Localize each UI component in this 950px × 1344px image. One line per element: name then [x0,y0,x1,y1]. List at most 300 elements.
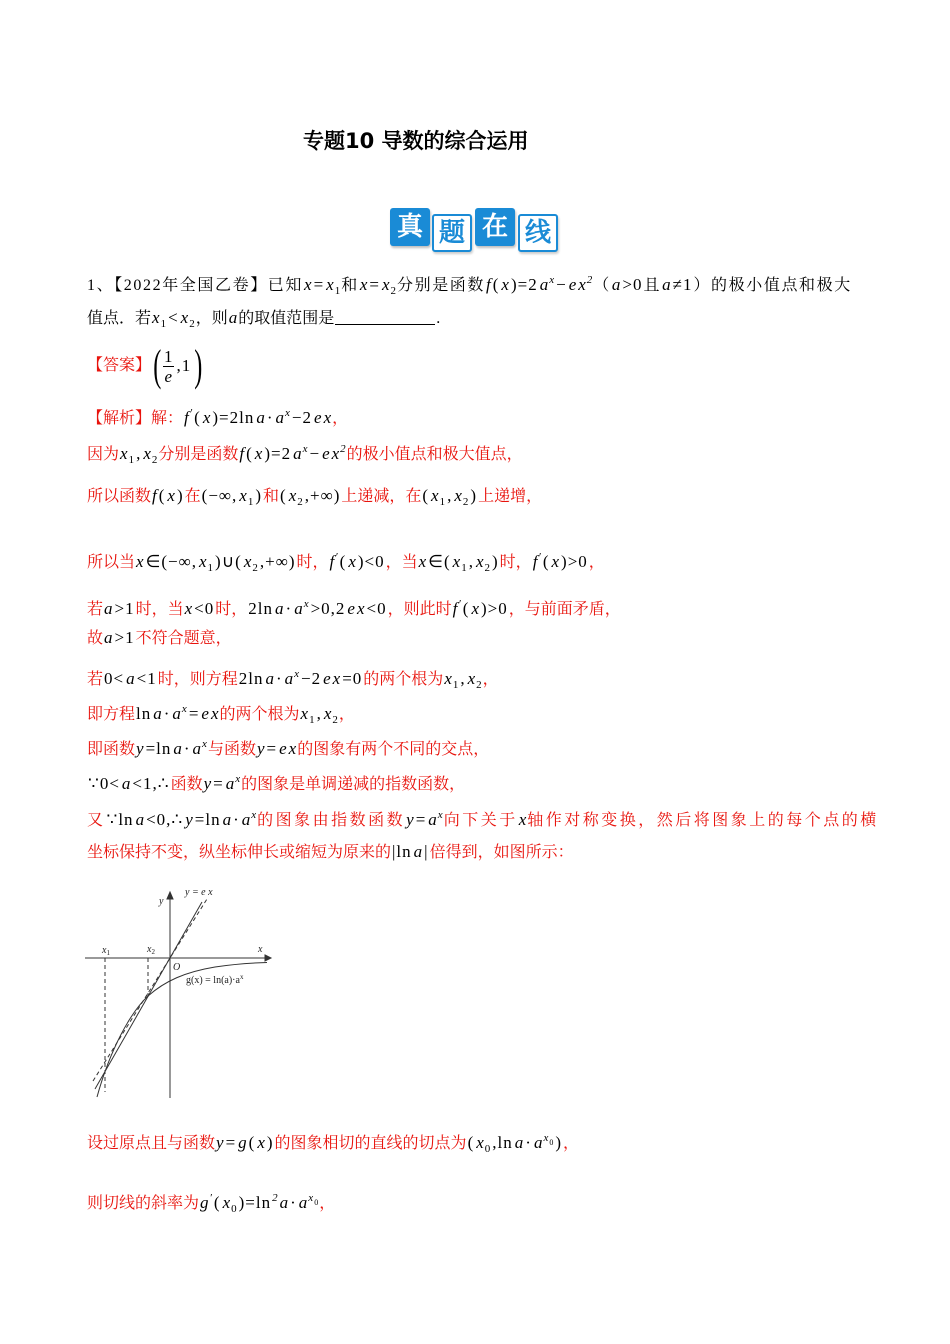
math-variable: x [356,599,365,618]
math-variable: x [257,1133,265,1152]
math-variable: a [121,774,131,793]
math-symbol: )>0 [480,599,508,618]
math-variable: x [254,444,263,463]
math-variable: x [332,669,341,688]
math-variable: x [180,308,189,327]
math-subscript: 0 [231,1203,237,1215]
function-graph-figure [85,885,275,1100]
math-symbol: ( [339,552,347,571]
math-variable: e [323,669,331,688]
math-variable: a [533,1133,543,1152]
math-variable: a [126,669,135,688]
math-variable: a [225,774,235,793]
math-subscript: 1 [439,496,446,508]
solution-line-4 [87,545,605,574]
x-axis-arrow-icon [265,955,271,961]
x2-label: x [147,944,152,955]
math-symbol: ) [470,486,478,505]
math-variable: x [551,552,560,571]
math-variable: x [331,444,340,463]
math-symbol: >1 [114,599,135,618]
math-subscript: 1 [309,714,315,726]
problem-line-1 [87,268,852,297]
math-subscript: 1 [461,562,467,574]
math-symbol: ln [136,704,152,723]
math-subscript: 2 [476,679,482,691]
x-axis-label: x [258,944,263,955]
math-symbol: · [233,810,240,829]
math-variable: a [662,275,671,294]
math-variable: g [200,1193,209,1212]
badge-tile-4: 线 [518,214,558,252]
math-subscript: 1 [334,285,341,297]
text-run: . [436,310,441,327]
x2-subscript: 2 [151,948,155,956]
solution-line-9 [87,732,489,756]
math-variable: x [431,486,439,505]
math-variable: a [135,810,145,829]
math-symbol: ∈(−∞, [145,552,197,571]
text-run: 且 [643,277,662,294]
math-variable: x [359,275,368,294]
math-superscript: x [251,809,257,821]
math-superscript: x [235,773,241,785]
badge-tile-2: 题 [432,214,472,252]
math-symbol: <1,∴ [132,774,170,793]
math-variable: a [256,408,265,427]
math-variable: x [381,275,390,294]
text-run: 值点．若 [87,310,152,327]
math-variable: a [514,1133,524,1152]
math-variable: y [185,810,193,829]
math-symbol: )<0 [357,552,385,571]
math-subscript: 2 [462,496,469,508]
math-variable: f [532,552,538,571]
math-variable: x [444,669,452,688]
math-variable: e [322,444,330,463]
math-symbol: )=2ln [212,408,255,427]
math-symbol: ( [492,275,500,294]
math-symbol: >0,2 [310,599,346,618]
x2-tick-label [146,944,155,956]
math-variable: x [467,669,476,688]
solution-line-13 [87,1126,580,1155]
math-symbol: )>0 [561,552,588,571]
math-subscript: 0 [484,1143,491,1155]
math-variable: a [275,408,285,427]
text-run: ， [319,1195,336,1212]
math-variable: a [428,810,437,829]
math-variable: g [238,1133,247,1152]
math-variable: y [406,810,414,829]
math-symbol: =ln [194,810,221,829]
math-variable: x [323,408,332,427]
text-run: 所以当 [87,554,136,571]
math-symbol: ∵ln [106,810,134,829]
math-subscript: 1 [128,454,135,466]
math-variable: x [476,1133,484,1152]
text-run: 时， [215,601,248,618]
math-superscript-subscript: 0 [314,1198,319,1207]
math-symbol: >1 [114,628,135,647]
math-symbol: ) [266,1133,274,1152]
problem-line-2 [87,306,440,330]
math-symbol: , [447,486,453,505]
tangent-dashed-line [93,899,207,1081]
answer-right-paren: ) [194,341,203,390]
math-symbol: − [309,444,321,463]
solution-line-1 [87,401,348,425]
math-variable: f [329,552,335,571]
math-subscript: 1 [452,679,459,691]
math-subscript: 2 [151,454,158,466]
text-run: 即方程 [87,706,136,723]
text-run: ，当 [385,554,418,571]
text-run: 的图象是单调递减的指数函数， [241,776,466,793]
fraction-denominator: e [164,366,173,386]
math-symbol: ( [158,486,166,505]
math-variable: x [239,486,247,505]
math-variable: e [347,599,355,618]
math-variable: a [298,1193,308,1212]
math-symbol: ( [467,1133,475,1152]
text-run: ， [563,1135,580,1152]
math-symbol: · [290,1193,297,1212]
math-superscript: x [181,703,187,715]
math-variable: a [284,669,294,688]
math-variable: f [486,275,491,294]
text-run: 的图象由指数函数 [257,812,406,829]
problem-line-2-end [436,310,440,327]
solution-line-12 [87,840,574,864]
math-superscript: x [437,809,443,821]
math-symbol: , [316,704,322,723]
solution-line-11 [87,803,879,827]
text-run: 若 [87,671,104,688]
math-superscript: x [294,668,300,680]
math-symbol: ∈( [428,552,451,571]
math-variable: x [501,275,509,294]
math-variable: x [304,275,312,294]
math-variable: x [288,486,297,505]
text-run: ， [332,410,349,427]
text-run: 所以函数 [87,488,152,505]
text-run: 故 [87,630,104,647]
math-symbol: · [275,669,283,688]
solution-line-10 [87,767,465,791]
math-variable: x [475,552,484,571]
math-symbol: =ln [145,739,172,758]
badge-tile-1: 真 [390,208,430,246]
page-title: 专题10 导数的综合运用 [303,129,529,153]
text-run: 的两个根为 [363,671,444,688]
math-variable: x [454,486,462,505]
math-symbol: ( [462,599,470,618]
math-superscript: 2 [586,274,593,286]
math-subscript: 2 [297,496,303,508]
math-variable: a [294,599,303,618]
problem-line-2-start [87,308,335,330]
math-symbol: )=ln [238,1193,272,1212]
answer-left-paren: ( [153,341,162,390]
math-variable: a [104,628,113,647]
math-symbol: >0 [622,275,643,294]
math-variable: y [256,739,265,758]
math-symbol: ∵0< [88,774,120,793]
math-symbol: ,+∞) [259,552,296,571]
text-run: ，则 [195,310,228,327]
text-run: ，与前面矛盾， [508,601,621,618]
text-run: 与函数 [207,741,256,758]
math-variable: e [279,739,287,758]
math-symbol: = [313,275,325,294]
text-run: 时， [499,554,532,571]
math-variable: a [192,739,202,758]
math-subscript: 1 [247,496,254,508]
line-label: y = e x [185,887,213,898]
math-symbol: = [415,810,427,829]
math-variable: y [136,739,144,758]
math-superscript: x [549,274,555,286]
text-run: 的图象相切的直线的切点为 [274,1135,467,1152]
math-symbol: 2ln [248,599,274,618]
math-variable: x [452,552,461,571]
math-symbol: <0 [194,599,215,618]
math-symbol: · [525,1133,532,1152]
math-symbol: ) [176,486,184,505]
text-run: 不符合题意， [135,630,232,647]
math-variable: y [216,1133,224,1152]
math-symbol: <0,∴ [146,810,184,829]
answer-upper-bound: ,1 [176,356,192,375]
fraction-numerator: 1 [164,346,173,366]
math-variable: a [265,669,274,688]
math-symbol: − [556,275,567,294]
math-superscript: ′ [209,1192,212,1204]
math-variable: a [279,1193,289,1212]
text-run: ， [338,706,355,723]
math-symbol: ( [248,1133,256,1152]
math-variable: x [199,552,207,571]
solution-line-14 [87,1186,336,1215]
math-variable: f [152,486,157,505]
math-superscript: x [285,407,290,419]
math-variable: x [143,444,151,463]
text-run: ）的极小值点和极大 [693,277,852,294]
math-superscript: ′ [189,407,193,419]
math-superscript: x [302,443,308,455]
solution-line-2 [87,437,523,466]
math-variable: x [243,552,252,571]
text-run: （ [593,277,611,294]
badge-tile-3: 在 [475,208,515,246]
solution-line-8 [87,697,355,726]
math-subscript: 1 [160,318,167,330]
text-run: 即函数 [87,741,136,758]
math-subscript: 1 [207,562,214,574]
math-symbol: · [183,739,191,758]
math-symbol: ( [422,486,430,505]
math-variable: e [568,275,577,294]
math-variable: a [539,275,549,294]
math-symbol: ,+∞) [304,486,341,505]
answer-blank [335,311,435,325]
math-symbol: |ln [392,842,412,861]
math-variable: a [413,842,423,861]
math-subscript: 2 [332,714,338,726]
math-variable: a [228,308,238,327]
math-subscript: 2 [252,562,258,574]
text-run: 时，则方程 [157,671,238,688]
math-variable: e [314,408,322,427]
math-symbol: , [136,444,142,463]
text-run: 分别是函数 [158,446,239,463]
text-run: 的两个根为 [219,706,300,723]
math-variable: a [611,275,621,294]
math-variable: x [348,552,356,571]
math-variable: x [202,408,211,427]
math-variable: x [323,704,332,723]
text-run: 1、【2022年全国乙卷】已知 [87,277,304,294]
math-variable: x [184,599,193,618]
math-symbol: ( [213,1193,221,1212]
math-symbol: ) [255,486,262,505]
y-axis-label: y [159,896,164,907]
math-superscript: x [308,1192,314,1204]
math-variable: f [239,444,245,463]
math-symbol: ( [246,444,253,463]
curve-label-exponent: x [239,973,244,981]
math-symbol: −2 [301,669,322,688]
math-variable: x [222,1193,231,1212]
math-subscript: 2 [484,562,490,574]
math-variable: a [173,739,182,758]
math-superscript: ′ [335,551,338,563]
math-variable: x [518,810,527,829]
math-symbol: <0 [366,599,387,618]
math-symbol: 2ln [238,669,264,688]
math-symbol: ,ln [492,1133,513,1152]
math-variable: a [275,599,284,618]
math-symbol: 0< [104,669,125,688]
math-superscript: x [543,1132,549,1144]
text-run: 则切线的斜率为 [87,1195,200,1212]
math-variable: y [203,774,212,793]
text-run: 轴作对称变换，然后将图象上的每个点的横 [527,812,879,829]
math-variable: x [288,739,297,758]
math-symbol: (−∞, [201,486,238,505]
math-superscript: ′ [458,598,461,610]
text-run: ， [482,671,499,688]
answer-label: 【答案】 [87,357,152,374]
math-superscript: 2 [340,443,346,455]
math-symbol: =0 [342,669,363,688]
math-superscript: x [303,598,309,610]
curve-label-main: g(x) = ln(a)·a [186,975,240,986]
math-variable: x [418,552,427,571]
math-variable: a [104,599,113,618]
math-symbol: −2 [291,408,313,427]
math-variable: f [184,408,189,427]
answer-fraction [163,347,174,386]
text-run: 时， [296,554,329,571]
math-symbol: , [460,669,466,688]
math-variable: x [300,704,309,723]
text-run: 又 [87,812,106,829]
math-symbol: ( [542,552,550,571]
math-symbol: = [213,774,224,793]
math-symbol: = [369,275,380,294]
math-superscript-subscript: 0 [549,1138,554,1147]
math-variable: a [241,810,251,829]
math-symbol: ) [555,1133,562,1152]
curve-label [186,973,244,986]
text-run: 上递增， [478,488,543,505]
text-run: 时，当 [135,601,184,618]
x1-subscript: 1 [106,949,110,957]
text-run: 分别是函数 [397,277,486,294]
math-variable: x [326,275,334,294]
text-run: 若 [87,601,104,618]
solution-line-7 [87,662,499,691]
text-run: 上递减，在 [341,488,422,505]
math-variable: e [201,704,209,723]
text-run: 和 [341,277,359,294]
math-symbol: | [424,842,429,861]
curve-g [97,963,267,1098]
math-variable: a [222,810,232,829]
text-run: 因为 [87,446,120,463]
math-symbol: )=2 [510,275,538,294]
solution-line-6 [87,626,232,650]
math-symbol: = [266,739,278,758]
text-run: 的图象有两个不同的交点， [297,741,490,758]
text-run: ， [588,554,605,571]
math-symbol: <1 [136,669,157,688]
math-symbol: = [225,1133,237,1152]
text-run: 向下关于 [443,812,518,829]
math-variable: x [578,275,586,294]
math-variable: x [152,308,160,327]
math-symbol: = [188,704,200,723]
text-run: 和 [263,488,280,505]
math-symbol: ( [194,408,201,427]
y-axis-arrow-icon [167,892,173,899]
math-variable: x [471,599,479,618]
answer-line [87,341,203,390]
math-symbol: ) [492,552,499,571]
math-variable: a [153,704,162,723]
text-run: 【解析】解： [87,410,184,427]
math-symbol: · [266,408,274,427]
math-superscript: ′ [538,551,541,563]
x1-label: x [102,945,107,956]
math-symbol: , [468,552,474,571]
math-variable: a [293,444,302,463]
math-subscript: 2 [390,285,396,297]
math-subscript: 2 [189,318,195,330]
math-symbol: )=2 [264,444,292,463]
solution-line-5 [87,592,621,616]
math-variable: a [172,704,181,723]
text-run: 在 [184,488,201,505]
math-superscript: x [202,738,207,750]
math-variable: x [210,704,219,723]
text-run: 倍得到，如图所示： [429,844,574,861]
math-symbol: < [168,308,179,327]
math-variable: x [167,486,175,505]
math-variable: x [136,552,144,571]
